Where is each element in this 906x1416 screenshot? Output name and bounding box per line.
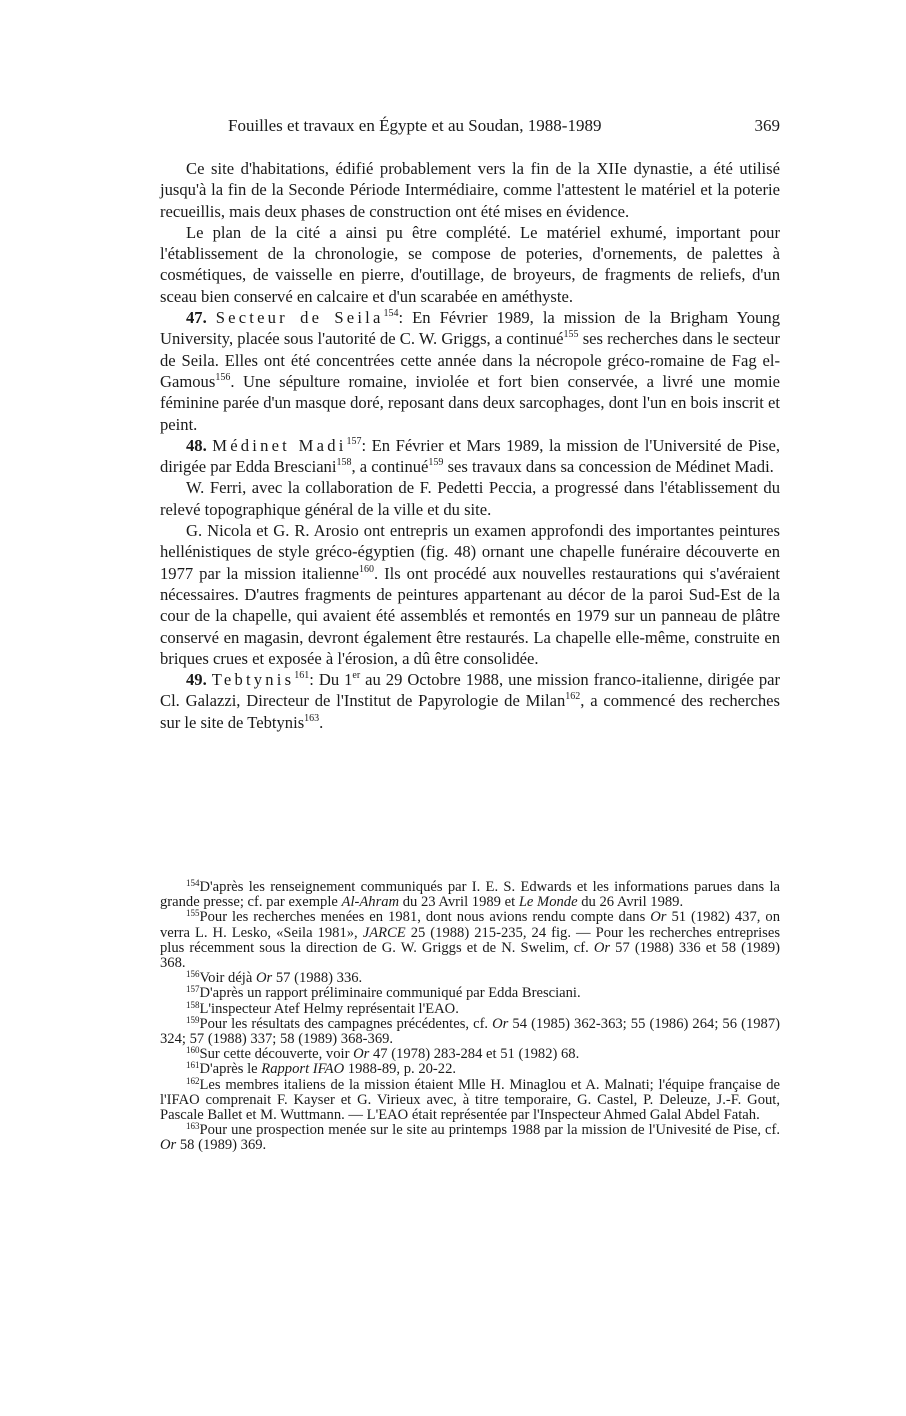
footnote-text: 25 (1988) 215-235, 24 fig. — Pour les recherches entreprises plus récemment sous la direction de G. W. Griggs et de N. Swelim, cf.	[160, 924, 780, 956]
footnote-text: 57 (1988) 336.	[272, 970, 363, 987]
footnote-text: Pour une prospection menée sur le site au printemps 1988 par la mission de l'Univesité de Pise, cf.	[199, 1122, 780, 1139]
paragraph-site-description: Ce site d'habitations, édifié probablement vers la fin de la XIIe dynastie, a été utilisé jusqu'à la fin de la Seconde Période Intermédiaire, comme l'attestent le matériel et la poterie recueillis, mais deux phases de construction ont été mises en évidence.	[160, 159, 780, 221]
section-text: , a commencé des recherches sur le site de Tebtynis	[160, 691, 780, 732]
footnote-title: Al-Ahram	[341, 894, 400, 911]
paragraph-city-plan: Le plan de la cité a ainsi pu être complété. Le matériel exhumé, important pour l'établissement de la chronologie, se compose de poteries, d'ornements, de palettes à cosmétiques, de vaisselle en pierre, d'outillage, de broyeurs, de fragments de reliefs, d'un sceau bien conservé en calcaire et d'un scarabée en améthyste.	[160, 222, 780, 306]
footnote-title: Or	[492, 1015, 509, 1032]
footnote-ref: 155	[563, 329, 579, 341]
footnote-title: Or	[593, 939, 611, 956]
footnote-ref: 162	[565, 691, 581, 703]
footnote-text: 1988-89, p. 20-22.	[344, 1061, 457, 1078]
footnote-text: 57 (1988) 336 et 58 (1989) 368.	[160, 939, 781, 972]
footnote-title: Or	[353, 1046, 370, 1063]
footnote-ref: 154	[383, 308, 399, 320]
footnote-text: D'après les renseignement communiqués par I. E. S. Edwards et les informations parues dans la grande presse; cf. par exemple	[160, 879, 780, 911]
footnote-number: 162	[186, 1075, 200, 1086]
section-49-tebtynis	[160, 669, 780, 733]
section-heading: Médinet Madi	[212, 435, 347, 455]
footnote-title: Le Monde	[518, 894, 578, 911]
footnote-155	[160, 910, 780, 971]
footnote-text: Pour les résultats des campagnes précédentes, cf.	[199, 1015, 493, 1032]
section-text: ses travaux dans sa concession de Médinet Madi.	[443, 457, 774, 477]
section-number: 48.	[186, 435, 207, 455]
footnote-ref: 156	[215, 371, 231, 383]
ordinal-suffix: er	[352, 670, 361, 682]
footnote-title: Rapport IFAO	[261, 1061, 345, 1078]
footnote-text: 47 (1978) 283-284 et 51 (1982) 68.	[369, 1046, 580, 1063]
footnote-text: Pour les recherches menées en 1981, dont nous avions rendu compte dans	[199, 909, 651, 926]
footnote-number: 161	[186, 1060, 200, 1071]
section-text: , a continué	[351, 457, 429, 477]
footnote-154	[160, 880, 780, 910]
section-47-seila	[160, 307, 780, 435]
footnote-number: 155	[186, 908, 200, 919]
footnote-text: Les membres italiens de la mission étaient Mlle H. Minaglou et A. Malnati; l'équipe française de l'IFAO comprenait F. Kayser et G. Virieux avec, à titre temporaire, G. Castel, P. Deleuze, J.-F. Gout, Pascale Ballet et M. Wuttmann. — L'EAO était représentée par l'Inspecteur Ahmed Galal Abdel Fatah.	[160, 1076, 780, 1124]
footnote-number: 156	[186, 969, 200, 980]
footnote-text: du 23 Avril 1989 et	[399, 894, 519, 911]
footnote-ref: 163	[304, 712, 320, 724]
footnote-ref: 161	[294, 670, 310, 682]
main-text	[160, 158, 780, 733]
footnote-158	[160, 999, 780, 1017]
section-text: . Une sépulture romaine, inviolée et fort bien conservée, a livré une momie féminine parée d'un masque doré, reposant dans deux sarcophages, dont l'un en bois inscrit et peint.	[160, 371, 780, 434]
section-text: au 29 Octobre 1988, une mission franco-italienne, dirigée par Cl. Galazzi, Directeur de l'Institut de Papyrologie de Milan	[160, 670, 781, 711]
footnote-number: 160	[186, 1045, 200, 1056]
footnote-text: 51 (1982) 437, on verra L. H. Lesko, «Seila 1981»,	[160, 909, 780, 941]
paragraph-text: . Ils ont procédé aux nouvelles restaurations qui s'avéraient nécessaires. D'autres fragments de peintures appartenant au décor de la paroi Sud-Est de la cour de la chapelle, qui avaient été assemblés et remontés en 1979 sur un panneau de plâtre conservé en magasin, devront également être restaurés. La chapelle elle-même, construite en briques crues et exposée à l'érosion, a dû être consolidée.	[160, 563, 780, 668]
footnote-ref: 158	[336, 457, 352, 469]
paragraph-nicola-arosio	[160, 520, 780, 669]
footnote-title: Or	[255, 970, 273, 987]
footnote-number: 157	[186, 984, 200, 995]
footnote-163	[160, 1123, 780, 1153]
section-text: : Du	[309, 670, 345, 690]
section-text: : En Février 1989, la mission de la Brigham Young University, placée sous l'autorité de C. W. Griggs, a continué	[160, 308, 780, 349]
section-number: 47.	[186, 308, 207, 328]
footnote-number: 163	[186, 1121, 200, 1132]
ordinal-number: 1	[344, 670, 353, 690]
section-text: ses recherches dans le secteur de Seila. Elles ont été concentrées cette année dans la nécropole gréco-romaine de Fag el-Gamous	[160, 329, 780, 391]
footnote-text: Sur cette découverte, voir	[199, 1046, 354, 1063]
footnote-title: Or	[650, 909, 667, 926]
footnote-text: D'après un rapport préliminaire communiqué par Edda Bresciani.	[199, 985, 581, 1002]
running-title: Fouilles et travaux en Égypte et au Soudan, 1988-1989	[228, 116, 602, 135]
footnote-number: 159	[186, 1014, 200, 1025]
footnotes	[160, 880, 780, 1154]
footnote-161	[160, 1062, 780, 1077]
section-48-medinet-madi	[160, 435, 780, 478]
footnote-title: Or	[160, 1137, 177, 1154]
section-text: .	[319, 712, 324, 732]
footnote-ref: 160	[359, 563, 374, 575]
footnote-ref: 157	[346, 435, 362, 447]
paragraph-ferri: W. Ferri, avec la collaboration de F. Pedetti Peccia, a progressé dans l'établissement du relevé topographique général de la ville et du site.	[160, 478, 780, 519]
footnote-title: JARCE	[362, 924, 406, 941]
footnote-159	[160, 1014, 780, 1048]
footnote-ref: 159	[428, 457, 444, 469]
section-number: 49.	[186, 670, 207, 690]
footnote-number: 154	[186, 878, 200, 888]
section-heading: Tebtynis	[211, 670, 295, 690]
section-heading: Secteur de Seila	[215, 308, 384, 328]
footnote-157	[160, 986, 780, 1001]
footnote-text: 58 (1989) 369.	[176, 1137, 267, 1154]
footnote-text: Voir déjà	[199, 970, 256, 987]
footnote-text: 54 (1985) 362-363; 55 (1986) 264; 56 (1987) 324; 57 (1988) 337; 58 (1989) 368-369.	[160, 1015, 780, 1048]
paragraph-text: G. Nicola et G. R. Arosio ont entrepris un examen approfondi des importantes peintures hellénistiques de style gréco-égyptien (fig. 48) ornant une chapelle funéraire découverte en 1977 par la mission italienne	[160, 521, 780, 583]
page-number: 369	[754, 116, 780, 135]
footnote-162	[160, 1075, 780, 1124]
footnote-text: du 26 Avril 1989.	[577, 894, 684, 911]
section-text: : En Février et Mars 1989, la mission de l'Université de Pise, dirigée par Edda Bresciani	[160, 435, 780, 477]
footnote-text: L'inspecteur Atef Helmy représentait l'EAO.	[199, 1000, 459, 1017]
footnote-number: 158	[186, 999, 200, 1010]
footnote-text: D'après le	[199, 1061, 262, 1078]
